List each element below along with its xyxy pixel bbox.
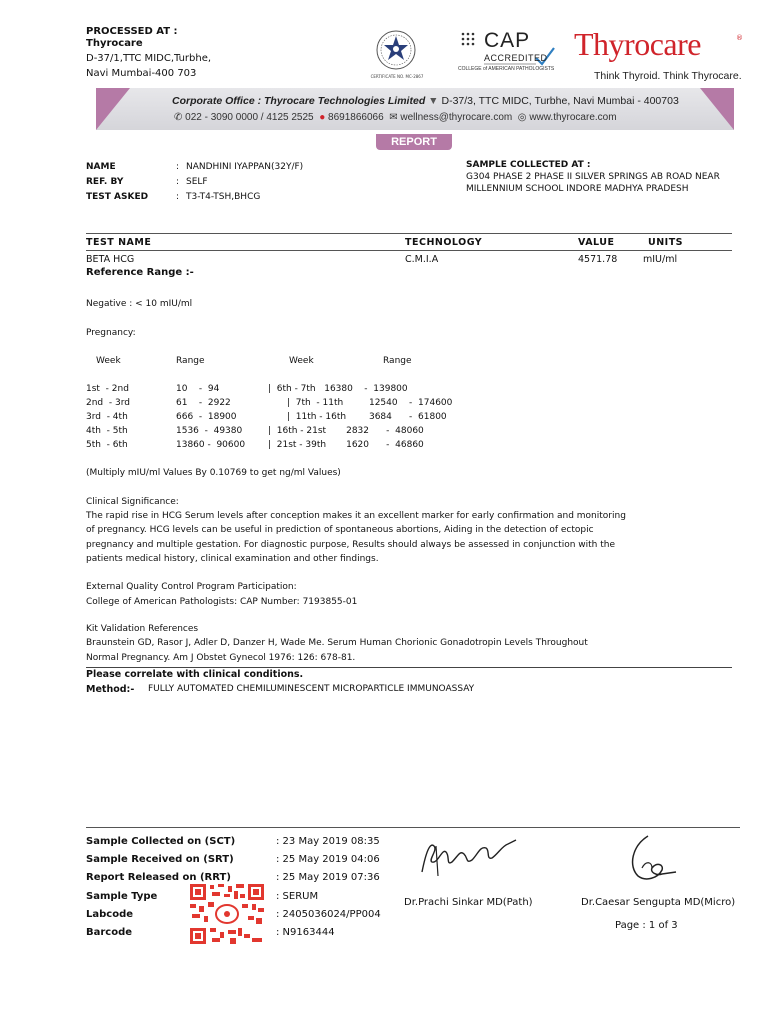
week-header-2: Week [289, 356, 314, 366]
test-asked-label: TEST ASKED [86, 192, 149, 202]
banner-right-accent [700, 88, 734, 130]
section-rule [86, 667, 732, 668]
range-header-1: Range [176, 356, 205, 366]
labcode-label: Labcode [86, 909, 134, 920]
name-colon: : [176, 162, 180, 172]
test-asked-colon: : [176, 192, 180, 202]
col-value: VALUE [578, 237, 615, 248]
value-cell: 4571.78 [578, 254, 618, 265]
method-value: FULLY AUTOMATED CHEMILUMINESCENT MICROPARTICLE IMMUNOASSAY [148, 684, 475, 694]
srt-value: : 25 May 2019 04:06 [276, 854, 380, 865]
range-row-3: 666 - 18900 [176, 412, 237, 422]
sample-collected-at-label: SAMPLE COLLECTED AT : [466, 160, 591, 170]
table-header-rule [86, 250, 732, 251]
processed-at-name: Thyrocare [86, 38, 143, 49]
week-range-row-3b: | 11th - 16th 3684 - 61800 [287, 412, 447, 422]
clinical-line-2: of pregnancy. HCG levels can be useful in prediction of spontaneous abortions, Aiding in the detection of ectopic [86, 525, 594, 535]
week-row-5: 5th - 6th [86, 440, 128, 450]
technology-cell: C.M.I.A [405, 254, 439, 265]
sample-type-value: : SERUM [276, 891, 319, 902]
email-address: wellness@thyrocare.com [400, 112, 513, 123]
units-cell: mIU/ml [643, 254, 678, 265]
processed-at-label: PROCESSED AT : [86, 26, 178, 37]
ref-by-value: SELF [186, 177, 208, 187]
barcode-value: : N9163444 [276, 927, 335, 938]
range-row-2: 61 - 2922 [176, 398, 231, 408]
week-range-row-2b: | 7th - 11th 12540 - 174600 [287, 398, 453, 408]
name-label: NAME [86, 162, 116, 172]
week-row-2: 2nd - 3rd [86, 398, 130, 408]
clinical-line-3: pregnancy and multiple gestation. For diagnostic purpose, Results should always be assessed in conjunction with the [86, 540, 616, 550]
corporate-office-label: Corporate Office : [172, 95, 262, 107]
negative-range: Negative : < 10 mIU/ml [86, 299, 193, 309]
eqc-value: College of American Pathologists: CAP Number: 7193855-01 [86, 597, 358, 607]
eqc-heading: External Quality Control Program Participation: [86, 582, 297, 592]
mobile-icon: ● [319, 112, 326, 123]
week-row-1: 1st - 2nd [86, 384, 129, 394]
range-row-4: 1536 - 49380 [176, 426, 243, 436]
brand-tagline: Think Thyroid. Think Thyrocare. [594, 70, 742, 82]
week-range-row-5b: | 21st - 39th 1620 - 46860 [268, 440, 424, 450]
phone-numbers: 022 - 3090 0000 / 4125 2525 [185, 112, 314, 123]
page-number: Page : 1 of 3 [615, 920, 678, 931]
thyrocare-brand-logo: Thyrocare [574, 26, 701, 62]
sct-value: : 23 May 2019 08:35 [276, 836, 380, 847]
processed-at-address-line1: D-37/1,TTC MIDC,Turbhe, [86, 53, 212, 64]
col-technology: TECHNOLOGY [405, 237, 483, 248]
clinical-line-4: patients medical history, clinical examination and other findings. [86, 554, 379, 564]
barcode-label: Barcode [86, 927, 133, 938]
corporate-address: D-37/3, TTC MIDC, Turbhe, Navi Mumbai - 400703 [441, 95, 679, 107]
doctor-2-name: Dr.Caesar Sengupta MD(Micro) [581, 897, 736, 908]
kit-validation-line-1: Braunstein GD, Rasor J, Adler D, Danzer H, Wade Me. Serum Human Chorionic Gonadotropin Levels Throughout [86, 638, 588, 648]
location-pin-icon: ▼ [428, 95, 439, 107]
cap-subtitle: COLLEGE of AMERICAN PATHOLOGISTS [458, 66, 555, 72]
clinical-significance-heading: Clinical Significance: [86, 497, 179, 507]
sample-type-label: Sample Type [86, 891, 158, 902]
footer-rule [86, 827, 740, 828]
rrt-label: Report Released on (RRT) [86, 872, 231, 883]
rrt-value: : 25 May 2019 07:36 [276, 872, 380, 883]
week-header-1: Week [96, 356, 121, 366]
registered-mark: ® [736, 34, 743, 42]
srt-label: Sample Received on (SRT) [86, 854, 234, 865]
col-test-name: TEST NAME [86, 237, 152, 248]
table-top-rule [86, 233, 732, 234]
col-units: UNITS [648, 237, 684, 248]
multiply-note: (Multiply mIU/ml Values By 0.10769 to get ng/ml Values) [86, 468, 341, 478]
range-row-5: 13860 - 90600 [176, 440, 246, 450]
corporate-office-line [172, 95, 679, 107]
report-tab: REPORT [376, 134, 452, 150]
corporate-contact-line [174, 112, 617, 123]
email-icon: ✉ [389, 112, 398, 123]
test-name-cell: BETA HCG [86, 254, 135, 265]
week-range-row-1b: | 6th - 7th 16380 - 139800 [268, 384, 408, 394]
sct-label: Sample Collected on (SCT) [86, 836, 236, 847]
clinical-line-1: The rapid rise in HCG Serum levels after conception makes it an excellent marker for early confirmation and monitoring [86, 511, 626, 521]
sample-collected-address: G304 PHASE 2 PHASE II SILVER SPRINGS AB ROAD NEAR MILLENNIUM SCHOOL INDORE MADHYA PRADESH [466, 172, 720, 194]
seal-certificate-text: CERTIFICATE NO. MC-2867 [370, 74, 424, 79]
globe-icon: ◎ [517, 112, 527, 123]
pregnancy-label: Pregnancy: [86, 328, 136, 338]
ref-by-label: REF. BY [86, 177, 124, 187]
kit-validation-heading: Kit Validation References [86, 624, 199, 634]
range-row-1: 10 - 94 [176, 384, 220, 394]
week-row-3: 3rd - 4th [86, 412, 128, 422]
qr-code-icon [190, 884, 264, 944]
processed-at-address-line2: Navi Mumbai-400 703 [86, 68, 197, 79]
mobile-number: 8691866066 [328, 112, 384, 123]
cap-accredited-text: ACCREDITED [484, 53, 548, 63]
range-header-2: Range [383, 356, 412, 366]
signature-caesar-sengupta-icon [622, 832, 682, 888]
reference-range-heading: Reference Range :- [86, 267, 194, 278]
week-row-4: 4th - 5th [86, 426, 128, 436]
kit-validation-line-2: Normal Pregnancy. Am J Obstet Gynecol 1976: 126: 678-81. [86, 653, 356, 663]
cap-wordmark: CAP [484, 29, 531, 52]
signature-prachi-sinkar-icon [416, 832, 526, 882]
website: www.thyrocare.com [529, 112, 617, 123]
patient-name: NANDHINI IYAPPAN(32Y/F) [186, 162, 304, 172]
week-range-row-4b: | 16th - 21st 2832 - 48060 [268, 426, 424, 436]
corporate-name: Thyrocare Technologies Limited [264, 95, 426, 107]
doctor-1-name: Dr.Prachi Sinkar MD(Path) [404, 897, 533, 908]
accreditation-seal-icon [368, 28, 424, 80]
test-asked-value: T3-T4-TSH,BHCG [186, 192, 261, 202]
phone-icon: ✆ [174, 112, 183, 123]
ref-by-colon: : [176, 177, 180, 187]
method-label: Method:- [86, 684, 135, 695]
banner-left-accent [96, 88, 130, 130]
correlate-note: Please correlate with clinical conditions. [86, 669, 304, 680]
labcode-value: : 2405036024/PP004 [276, 909, 381, 920]
